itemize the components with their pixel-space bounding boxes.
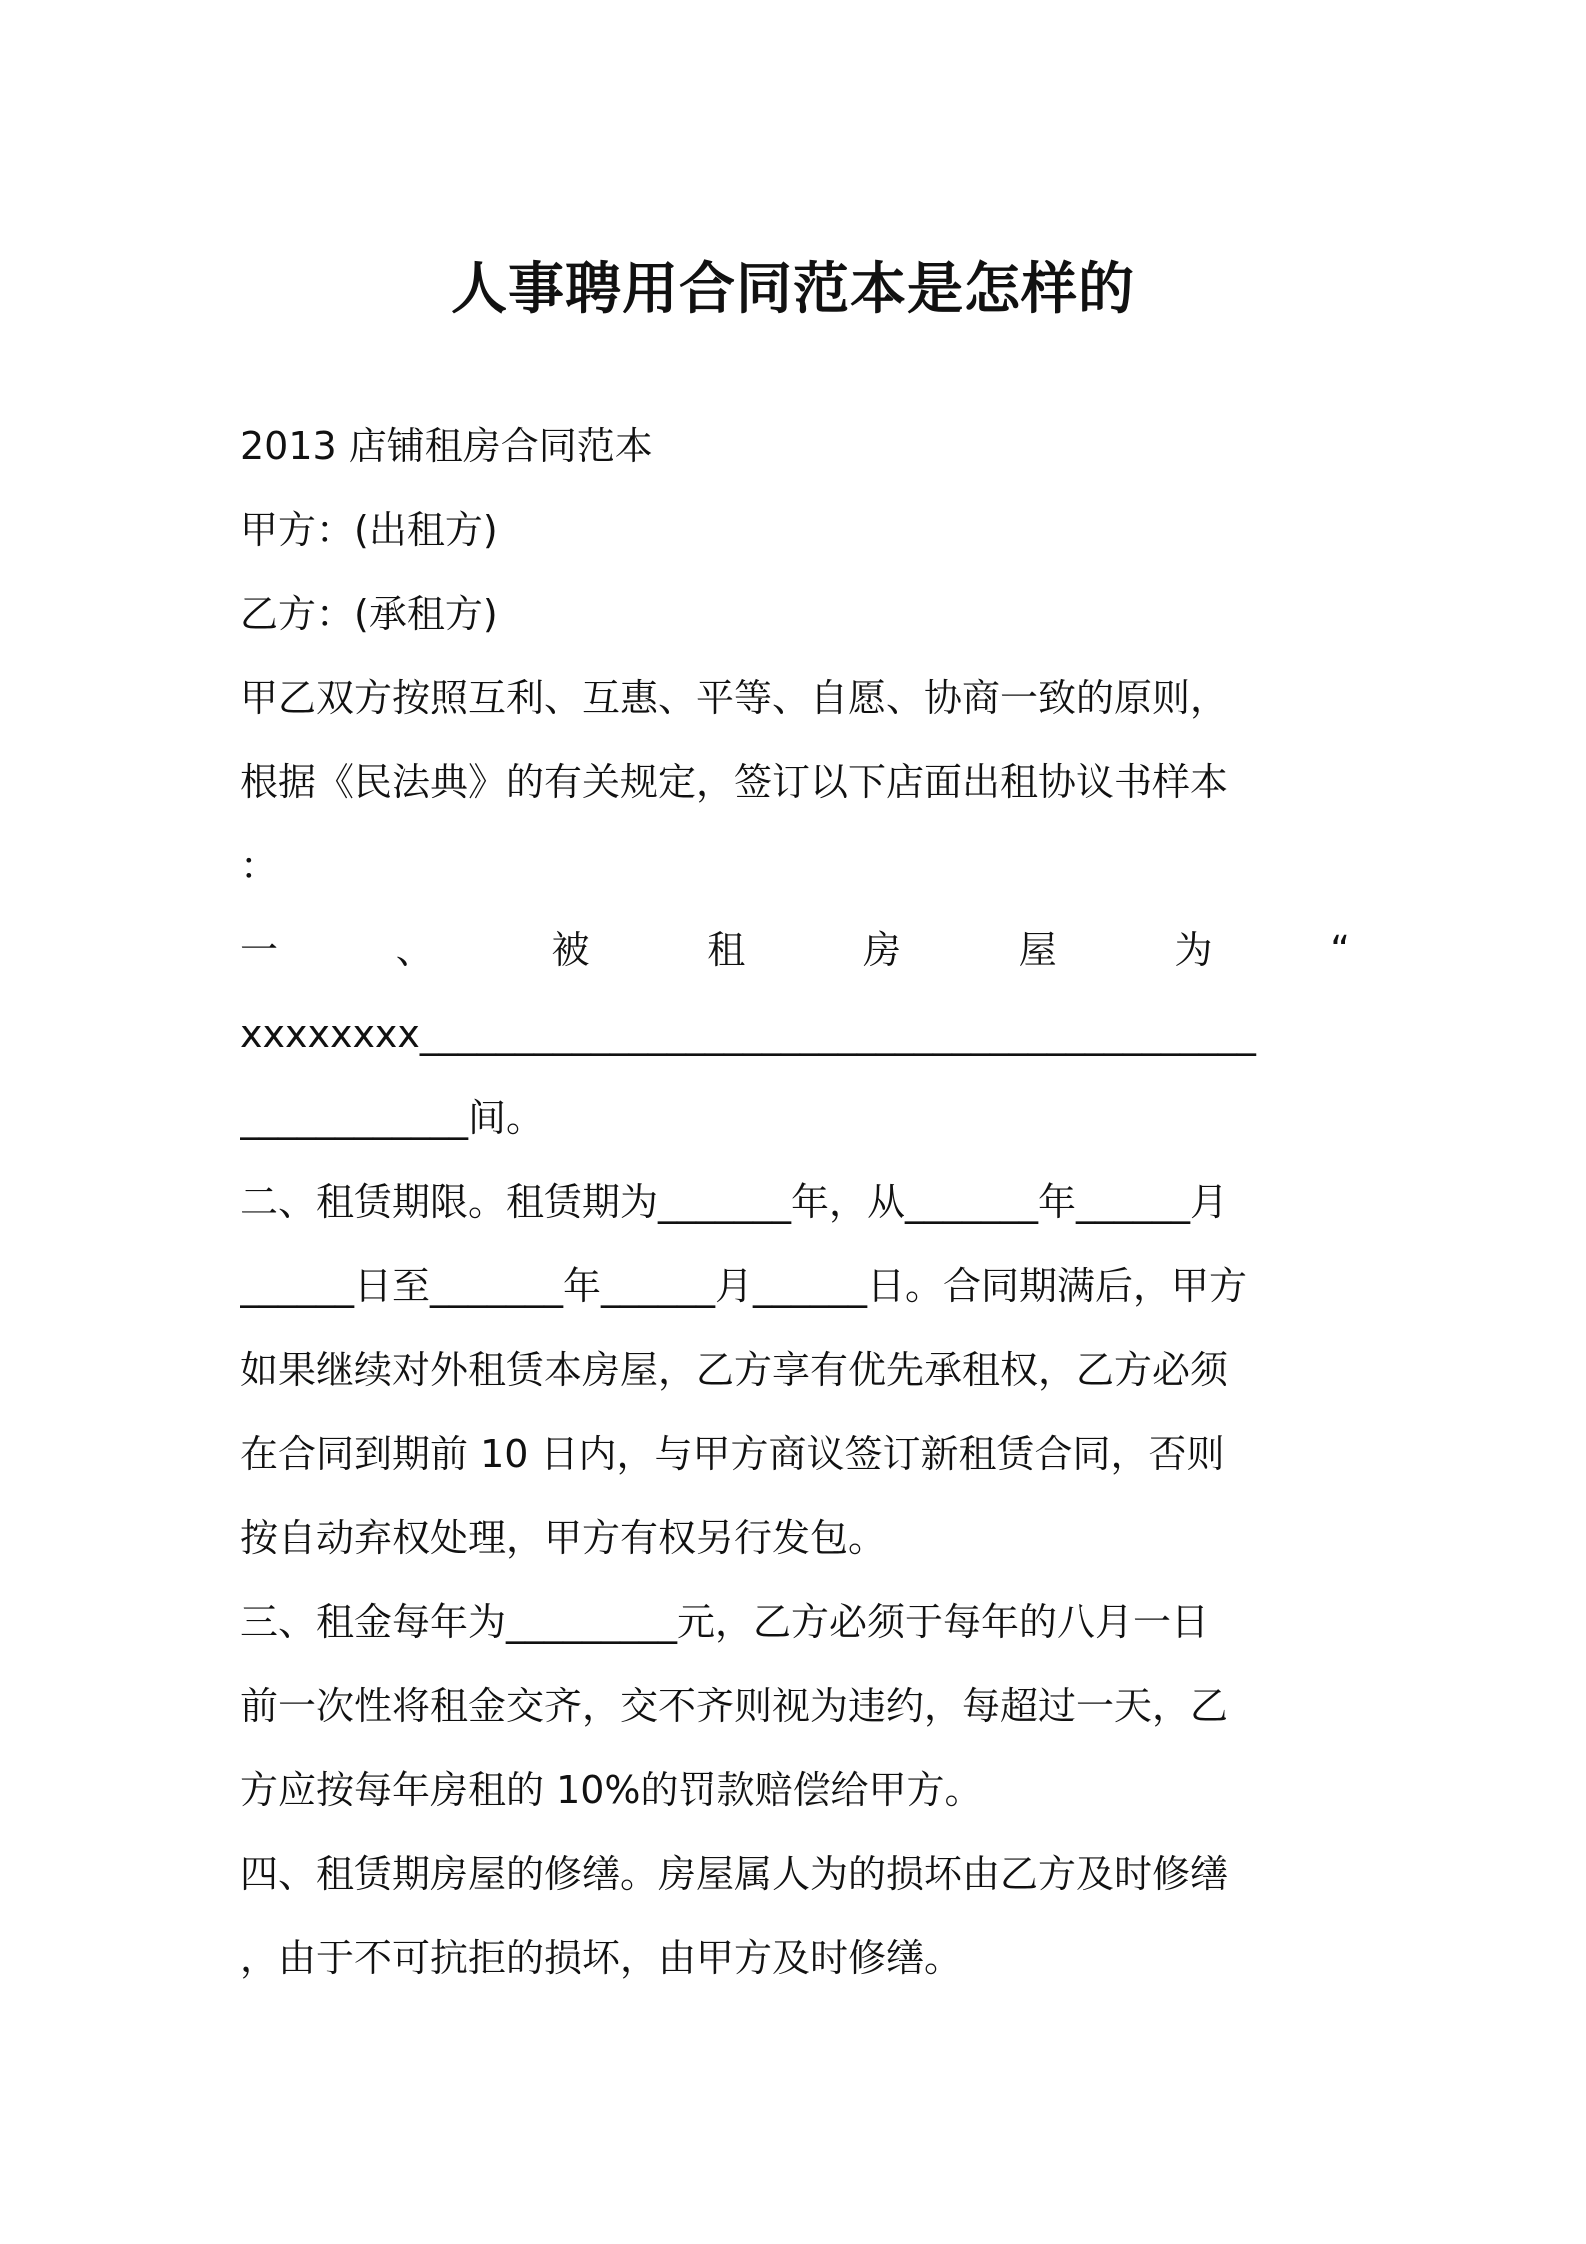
preamble-line-3: ： [240,844,279,888]
party-a-line: 甲方：(出租方) [240,508,498,552]
contract-heading: 2013 店铺租房合同范本 [240,424,653,468]
clause-one-line-1 [240,908,1350,992]
clause-one-char: 一 [240,928,279,972]
clause-two-line-5: 按自动弃权处理，甲方有权另行发包。 [240,1516,887,1560]
clause-one-char: “ [1330,928,1350,972]
clause-one-char: 租 [707,928,746,972]
clause-one-char: 被 [551,928,590,972]
document-body [240,404,1350,2000]
clause-one-char: 房 [863,928,902,972]
preamble-line-2: 根据《民法典》的有关规定，签订以下店面出租协议书样本 [240,760,1229,804]
clause-one-line-2: xxxxxxxx____________________________________________ [240,1012,1256,1056]
clause-two-line-1: 二、租赁期限。租赁期为_______年，从_______年______月 [240,1180,1229,1224]
clause-three-line-1: 三、租金每年为_________元，乙方必须于每年的八月一日 [240,1600,1210,1644]
preamble-line-1: 甲乙双方按照互利、互惠、平等、自愿、协商一致的原则， [240,676,1229,720]
clause-one-char: 屋 [1018,928,1057,972]
clause-two-line-3: 如果继续对外租赁本房屋，乙方享有优先承租权，乙方必须 [240,1348,1229,1392]
clause-four-line-1: 四、租赁期房屋的修缮。房屋属人为的损坏由乙方及时修缮 [240,1852,1229,1896]
clause-four-line-2: ，由于不可抗拒的损坏，由甲方及时修缮。 [240,1936,963,1980]
clause-three-line-3: 方应按每年房租的 10%的罚款赔偿给甲方。 [240,1768,983,1812]
document-title: 人事聘用合同范本是怎样的 [451,257,1135,322]
clause-one-line-3: ____________间。 [240,1096,545,1140]
clause-one-char: 、 [395,928,434,972]
clause-two-line-2: ______日至_______年______月______日。合同期满后，甲方 [240,1264,1248,1308]
clause-three-line-2: 前一次性将租金交齐，交不齐则视为违约，每超过一天，乙 [240,1684,1229,1728]
party-b-line: 乙方：(承租方) [240,592,498,636]
clause-two-line-4: 在合同到期前 10 日内，与甲方商议签订新租赁合同，否则 [240,1432,1225,1476]
clause-one-char: 为 [1174,928,1213,972]
